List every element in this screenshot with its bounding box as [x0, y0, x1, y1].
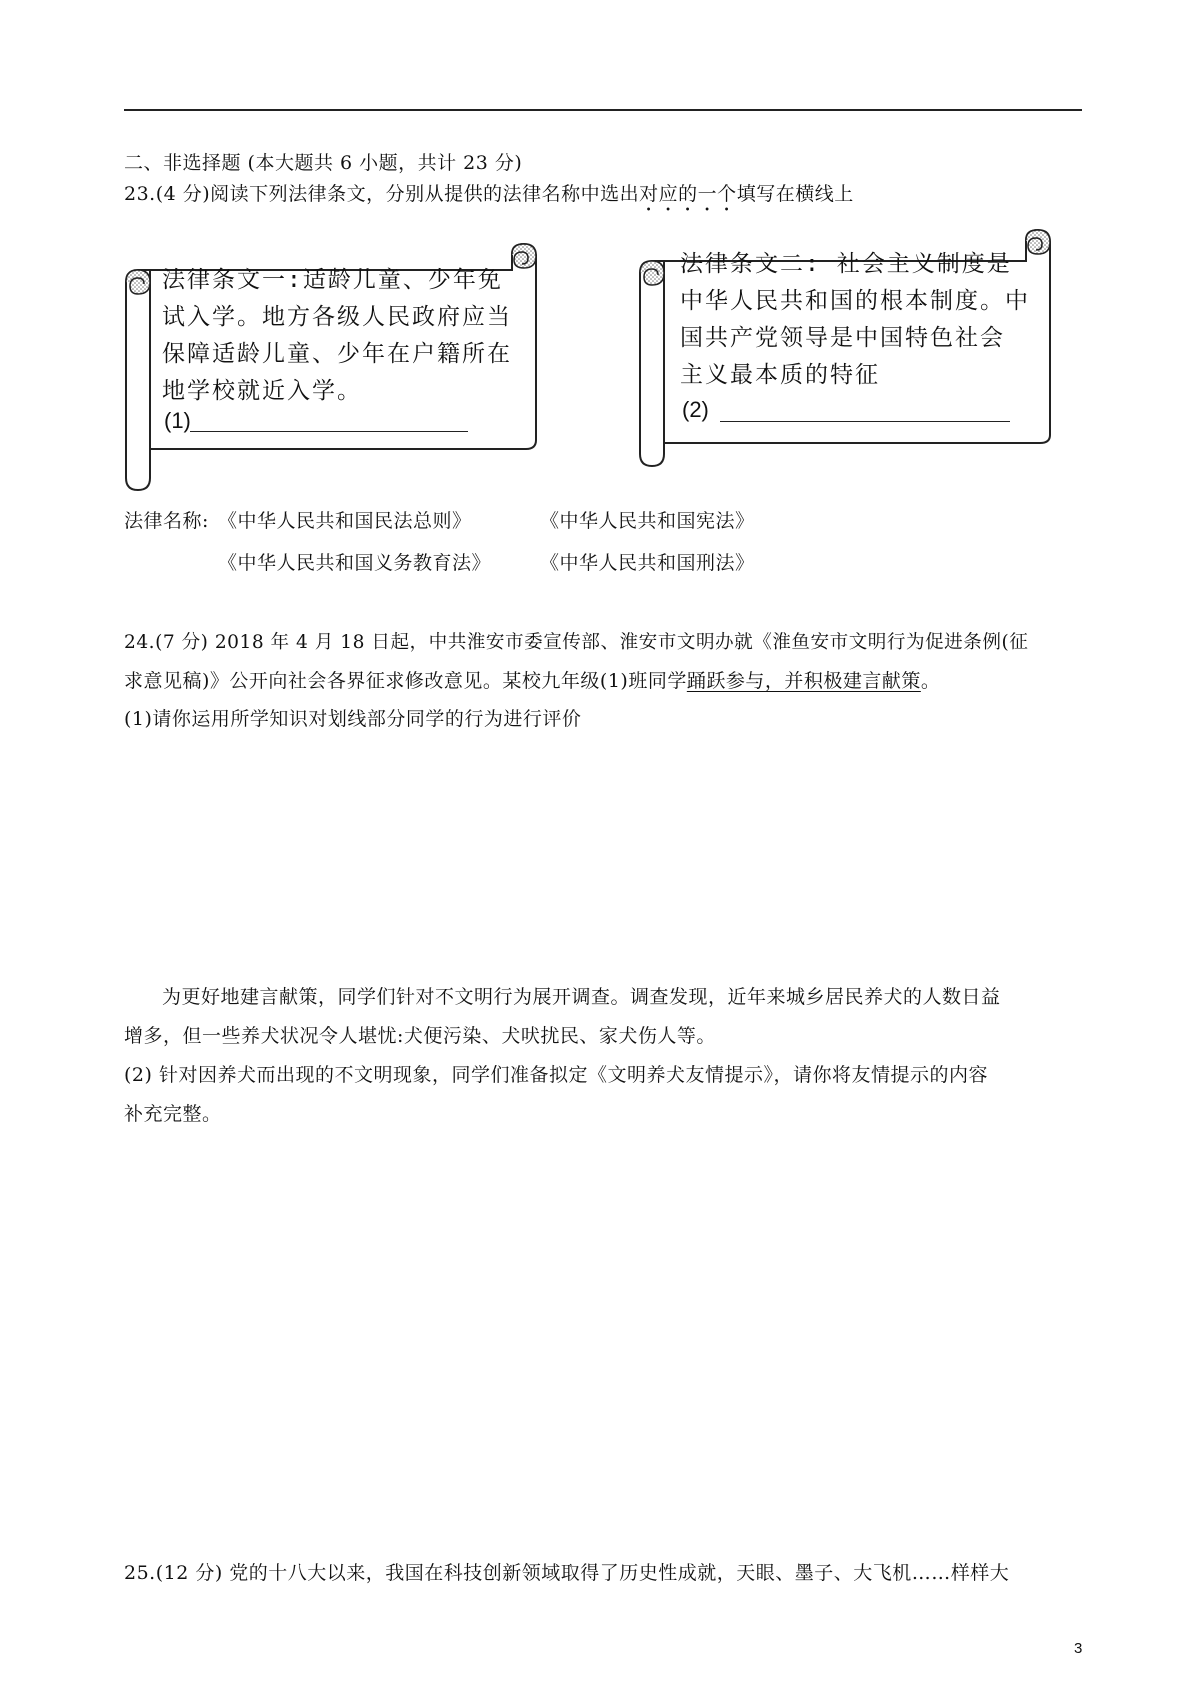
law-name-option: 《中华人民共和国宪法》 — [540, 510, 755, 532]
section-title: 二、非选择题 (本大题共 6 小题，共计 23 分) — [124, 152, 523, 174]
law-names-label: 法律名称: — [124, 510, 209, 532]
q25-line-1: 25.(12 分) 党的十八大以来，我国在科技创新领域取得了历史性成就，天眼、墨子、大飞机……样样大 — [124, 1562, 1010, 1584]
law-scroll-1 — [122, 242, 542, 492]
law-scroll-2 — [636, 228, 1056, 478]
q23-prompt-emphasis: 对应的一个 — [639, 183, 737, 205]
law-article-1-line: 法律条文一:适龄儿童、少年免 — [162, 267, 503, 293]
q23-prompt-prefix: 23.(4 分)阅读下列法律条文，分别从提供的法律名称中选出 — [124, 183, 640, 205]
law-article-1-line: 地学校就近入学。 — [162, 378, 362, 404]
law-article-2-line: 法律条文二: 社会主义制度是 — [680, 251, 1012, 277]
q24-intro-line-2 — [124, 668, 940, 694]
law-name-option: 《中华人民共和国民法总则》 — [218, 510, 472, 532]
law-article-1-text — [162, 262, 512, 410]
law-article-1-line: 保障适龄儿童、少年在户籍所在 — [162, 341, 512, 367]
answer-blank-1[interactable] — [190, 431, 468, 432]
law-article-1-line: 试入学。地方各级人民政府应当 — [162, 304, 512, 330]
law-name-option: 《中华人民共和国刑法》 — [540, 552, 755, 574]
q24-intro-line-1: 24.(7 分) 2018 年 4 月 18 日起，中共淮安市委宣传部、淮安市文明办就《淮鱼安市文明行为促进条例(征 — [124, 632, 1029, 653]
q24-subquestion-1: (1)请你运用所学知识对划线部分同学的行为进行评价 — [124, 708, 582, 730]
q24-paragraph-line-1: 为更好地建言献策，同学们针对不文明行为展开调查。调查发现，近年来城乡居民养犬的人数日益 — [162, 986, 1001, 1008]
q24-intro-line-2-end: 。 — [920, 670, 941, 692]
q24-subquestion-2-line-1: (2) 针对因养犬而出现的不文明现象，同学们准备拟定《文明养犬友情提示》，请你将友情提示的内容 — [124, 1064, 988, 1086]
q23-prompt — [124, 181, 854, 216]
law-article-2-line: 国共产党领导是中国特色社会 — [680, 325, 1005, 351]
q24-subquestion-2-line-2: 补充完整。 — [124, 1103, 222, 1125]
blank-2-label: (2) — [682, 397, 709, 422]
blank-1-label: (1) — [164, 408, 191, 433]
answer-blank-2[interactable] — [720, 421, 1010, 422]
q24-underlined-phrase: 踊跃参与，并积极建言献策 — [686, 670, 921, 692]
q23-prompt-suffix: 填写在横线上 — [736, 183, 854, 205]
header-rule — [124, 109, 1082, 111]
law-name-option: 《中华人民共和国义务教育法》 — [218, 552, 492, 574]
law-article-2-line: 中华人民共和国的根本制度。中 — [680, 288, 1030, 314]
q24-intro-line-2-text: 求意见稿)》公开向社会各界征求修改意见。某校九年级(1)班同学 — [124, 670, 687, 692]
page-number: 3 — [1074, 1640, 1083, 1657]
law-article-2-line: 主义最本质的特征 — [680, 362, 880, 388]
law-article-2-text — [680, 246, 1030, 394]
q24-paragraph-line-2: 增多，但一些养犬状况令人堪忧:犬便污染、犬吠扰民、家犬伤人等。 — [124, 1025, 716, 1047]
